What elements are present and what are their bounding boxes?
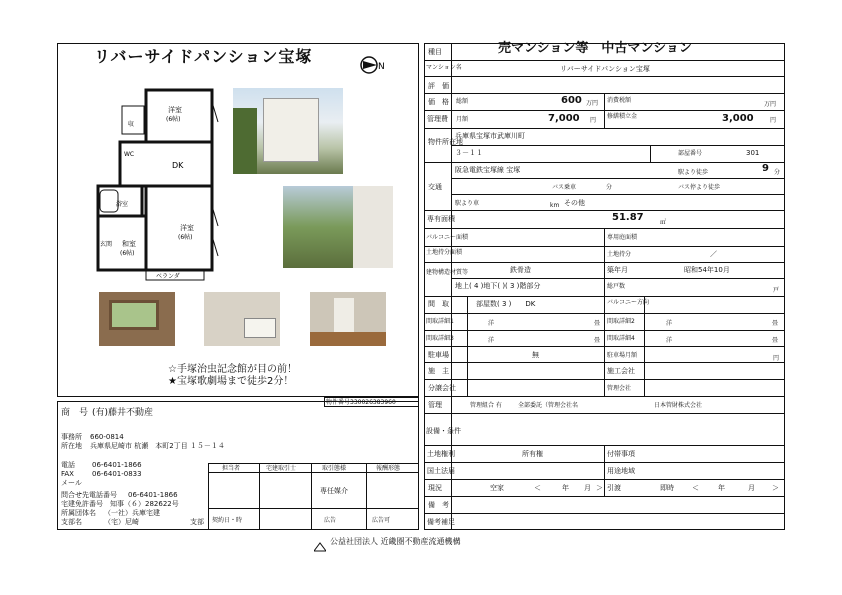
name-value: リバーサイドパンション宝塚	[560, 65, 650, 73]
walk-value: 9	[762, 163, 769, 174]
header-agent: 担当者	[222, 465, 241, 472]
layout-detail-1-label: 間取詳細1	[426, 318, 454, 325]
manage-form: 全部委託（管理会社名	[518, 402, 579, 409]
fp-dk: DK	[172, 161, 184, 170]
office-label: 事務所	[61, 433, 82, 441]
room-photo-2	[204, 292, 280, 346]
layout-detail-3-room: 洋	[488, 337, 495, 344]
footer-association: 公益社団法人 近畿圏不動産流通機構	[330, 537, 461, 546]
builder-label: 施工会社	[607, 367, 635, 375]
mgmt-unit: 円	[590, 117, 597, 124]
promo-line-1: ☆手塚治虫記念館が目の前！	[168, 364, 297, 375]
trade-label: 商 号	[61, 408, 89, 418]
inquiry: 06-6401-1866	[128, 491, 178, 499]
layout-detail-4-label: 間取詳細4	[607, 335, 635, 342]
price-label: 価 格	[428, 98, 449, 106]
fp-room1-size: (6帖)	[166, 116, 181, 123]
fp-bath: 浴室	[116, 201, 129, 208]
note-label: 備 考	[428, 501, 449, 509]
fp-wc: WC	[124, 151, 135, 158]
status-month: 月	[584, 484, 591, 492]
zoning-label: 国土法届	[427, 467, 455, 475]
mgmt-value: 7,000	[548, 113, 580, 124]
mgmt-sub: 月額	[456, 116, 469, 123]
structure-value: 鉄骨造	[510, 266, 531, 274]
car-unit: km	[550, 202, 560, 209]
room-photo-1	[99, 292, 175, 346]
land-share2-value: ／	[710, 250, 717, 258]
branch: （宅）尼崎	[104, 518, 139, 526]
tel-label: 電話	[61, 461, 75, 469]
fax-label: FAX	[61, 470, 74, 478]
room-no: 301	[746, 149, 760, 157]
use-label: 用途地域	[607, 467, 635, 475]
header-takken: 宅建取引士	[266, 465, 297, 472]
station: 阪急電鉄宝塚線 宝塚	[455, 166, 521, 174]
room-no-label: 部屋番号	[678, 150, 703, 157]
status-open: ＜	[534, 484, 541, 492]
price-unit: 万円	[586, 100, 599, 107]
deal-type: 専任媒介	[320, 487, 348, 495]
fp-room3: 和室	[122, 240, 136, 248]
fp-shunou: 収	[128, 121, 135, 128]
fp-genkan: 玄関	[100, 241, 113, 248]
car-label: 駅より車	[455, 200, 480, 207]
parking-fee-label: 駐車場月額	[607, 352, 638, 359]
name-label: マンション名	[426, 64, 462, 71]
status-label: 現況	[428, 484, 442, 492]
land-share-label: 土地持分面積	[426, 249, 463, 256]
header-fee: 報酬形態	[376, 465, 401, 472]
hand-year: 年	[718, 484, 725, 492]
developer-label: 施 主	[428, 367, 449, 375]
layout-detail-2-label: 間取詳細2	[607, 318, 635, 325]
trade-name: (有)藤井不動産	[92, 408, 154, 418]
floorplan	[94, 86, 220, 284]
parking-label: 駐車場	[428, 351, 449, 359]
area-unit: ㎡	[660, 219, 667, 226]
inquiry-label: 問合せ先電話番号	[61, 491, 117, 499]
bus-walk-label: バス停より徒歩	[678, 184, 721, 191]
walk-unit: 分	[774, 169, 781, 176]
layout-detail-4-unit: 畳	[772, 337, 779, 344]
address-label: 所在地	[61, 442, 82, 450]
layout-detail-2-room: 洋	[666, 320, 673, 327]
price-sub: 総額	[456, 98, 469, 105]
repair-label: 修繕積立金	[607, 113, 638, 120]
fp-room2-size: (6帖)	[178, 234, 193, 241]
seller-label: 分譲会社	[428, 384, 456, 392]
chome: ３－１１	[455, 149, 483, 157]
structure-label: 建物構造材質等	[426, 269, 469, 276]
manage-union: 管理組合 有	[470, 402, 502, 409]
transport-label: 交通	[428, 183, 442, 191]
mgmt-label: 管理費	[427, 115, 448, 123]
parking-fee-unit: 円	[773, 355, 780, 362]
land-share2-label: 土地持分	[607, 251, 632, 258]
total-units-label: 総戸数	[607, 283, 626, 290]
walk-label: 駅より徒歩	[678, 169, 709, 176]
status-close: ＞	[596, 484, 603, 492]
branch-label: 支部名	[61, 518, 82, 526]
postal: 660-0814	[90, 433, 124, 441]
land-right-value: 所有権	[522, 450, 543, 458]
built-label: 築年月	[607, 266, 628, 274]
layout-detail-1-unit: 畳	[594, 320, 601, 327]
mgmt-co-label: 管理会社	[607, 385, 632, 392]
layout-label: 間 取	[428, 300, 449, 308]
layout-value: 部屋数( 3 ) DK	[476, 300, 536, 308]
land-right-label: 土地権利	[427, 450, 455, 458]
area-value: 51.87	[612, 212, 644, 223]
fp-room2: 洋室	[180, 224, 194, 232]
ad-label: 広告	[324, 517, 337, 524]
fax: 06-6401-0833	[92, 470, 142, 478]
layout-detail-3-label: 間取詳細3	[426, 335, 454, 342]
remarks-label: 契約日・時	[212, 517, 243, 524]
tax-label: 消費税額	[607, 97, 632, 104]
license-label: 宅建免許番号	[61, 500, 103, 508]
address: 兵庫県尼崎市 杭瀬 本町2丁目 １５－１４	[90, 442, 225, 450]
ad-value: 広告可	[372, 517, 391, 524]
license: 知事（６）282622号	[110, 500, 179, 508]
promo-line-2: ★宝塚歌劇場まで徒歩2分！	[168, 376, 294, 387]
fp-room3-size: (6帖)	[120, 250, 135, 257]
tel: 06-6401-1866	[92, 461, 142, 469]
price-cond-label: 付帯事項	[607, 450, 635, 458]
balcony-label: バルコニー面積	[426, 234, 469, 241]
assoc: （一社）兵庫宅建	[104, 509, 160, 517]
bus-min: 分	[606, 184, 613, 191]
layout-detail-label: バルコニー方向	[607, 299, 650, 306]
location-label: 物件所在地	[428, 138, 463, 146]
manage-company: 日本管財株式会社	[654, 402, 703, 409]
svg-text:N: N	[378, 62, 385, 72]
association-logo-icon	[314, 537, 326, 547]
conditions-label: 設備・条件	[426, 427, 461, 435]
repair-unit: 円	[770, 117, 777, 124]
status-value: 空家	[490, 484, 504, 492]
property-number-label: 物件番号	[326, 399, 351, 406]
room-photo-3	[310, 292, 386, 346]
area-label: 専有面積	[427, 215, 455, 223]
layout-detail-3-unit: 畳	[594, 337, 601, 344]
status-year: 年	[562, 484, 569, 492]
hand-open: ＜	[692, 484, 699, 492]
property-number: 330026383960	[350, 399, 396, 406]
header-deal: 取引態様	[322, 465, 347, 472]
comment-label: 評 価	[428, 82, 449, 90]
manage-label: 管理	[428, 401, 442, 409]
location-value: 兵庫県宝塚市武庫川町	[455, 132, 525, 140]
other-label: その他	[564, 199, 585, 207]
building-title: リバーサイドパンション宝塚	[94, 47, 313, 66]
fp-room1: 洋室	[168, 106, 182, 114]
compass-icon	[358, 55, 388, 75]
layout-detail-4-room: 洋	[666, 337, 673, 344]
tax-unit: 万円	[764, 101, 777, 108]
parking-value: 無	[532, 351, 539, 359]
hand-label: 引渡	[607, 484, 621, 492]
bus-label: バス乗車	[552, 184, 577, 191]
hand-close: ＞	[772, 484, 779, 492]
layout-detail-2-unit: 畳	[772, 320, 779, 327]
price-value: 600	[561, 95, 582, 106]
branch-suffix: 支部	[190, 518, 204, 526]
supplement-label: 備考補足	[427, 518, 455, 526]
total-units-unit: 戸	[773, 287, 780, 294]
floors-value: 地上( 4 )地下( )( 3 )階部分	[455, 282, 541, 290]
fp-veranda: ベランダ	[156, 273, 180, 280]
type-value: 売マンション等 中古マンション	[498, 41, 692, 56]
hand-month: 月	[748, 484, 755, 492]
repair-value: 3,000	[722, 113, 754, 124]
building-photo-front	[233, 88, 343, 174]
building-photo-side	[283, 186, 393, 268]
hand-value: 即時	[660, 484, 674, 492]
mail-label: メール	[61, 479, 82, 487]
assoc-label: 所属団体名	[61, 509, 96, 517]
type-label: 種目	[428, 48, 442, 56]
built-value: 昭和54年10月	[684, 266, 730, 274]
layout-detail-1-room: 洋	[488, 320, 495, 327]
private-label: 専用庭面積	[607, 234, 638, 241]
